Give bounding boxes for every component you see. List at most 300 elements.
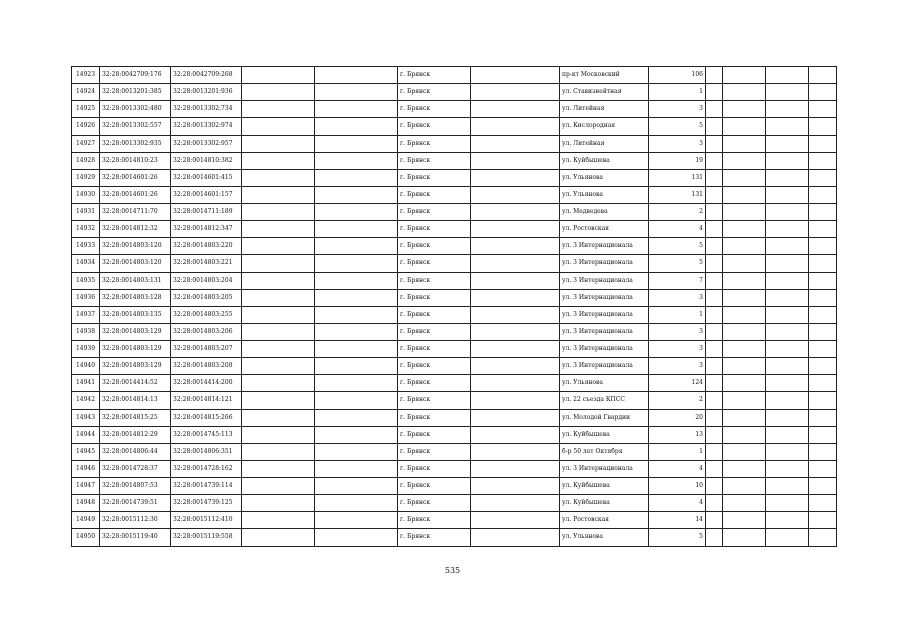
empty-cell	[471, 152, 560, 169]
house-number: 1	[649, 84, 706, 101]
city-cell: г. Брянск	[398, 341, 471, 358]
row-number: 14929	[72, 169, 100, 186]
house-number: 3	[649, 323, 706, 340]
street-cell: ул. 3 Интернационала	[560, 255, 649, 272]
table-row	[72, 341, 837, 358]
table-row	[72, 221, 837, 238]
empty-cell	[471, 443, 560, 460]
house-number: 7	[649, 272, 706, 289]
empty-cell	[723, 375, 766, 392]
empty-cell	[766, 323, 809, 340]
table-row	[72, 135, 837, 152]
cadastral-new: 32:28:0014803:221	[171, 255, 242, 272]
city-cell: г. Брянск	[398, 101, 471, 118]
empty-cell	[723, 238, 766, 255]
empty-cell	[706, 323, 723, 340]
page-number: 535	[444, 566, 461, 575]
row-number: 14949	[72, 512, 100, 529]
empty-cell	[242, 392, 315, 409]
empty-cell	[723, 186, 766, 203]
empty-cell	[471, 426, 560, 443]
table-row	[72, 426, 837, 443]
table-row	[72, 358, 837, 375]
table-row	[72, 495, 837, 512]
empty-cell	[809, 341, 837, 358]
city-cell: г. Брянск	[398, 306, 471, 323]
table-row	[72, 186, 837, 203]
empty-cell	[471, 306, 560, 323]
cadastral-new: 32:28:0014803:207	[171, 341, 242, 358]
empty-cell	[315, 289, 398, 306]
empty-cell	[706, 67, 723, 84]
empty-cell	[809, 478, 837, 495]
empty-cell	[723, 101, 766, 118]
empty-cell	[723, 529, 766, 546]
empty-cell	[723, 272, 766, 289]
empty-cell	[766, 341, 809, 358]
cadastral-old: 32:28:0014739:51	[100, 495, 171, 512]
city-cell: г. Брянск	[398, 323, 471, 340]
cadastral-new: 32:28:0014812:347	[171, 221, 242, 238]
row-number: 14943	[72, 409, 100, 426]
empty-cell	[315, 409, 398, 426]
empty-cell	[809, 460, 837, 477]
row-number: 14941	[72, 375, 100, 392]
city-cell: г. Брянск	[398, 409, 471, 426]
row-number: 14931	[72, 204, 100, 221]
empty-cell	[315, 255, 398, 272]
street-cell: ул. 3 Интернационала	[560, 306, 649, 323]
cadastral-new: 32:28:0013302:957	[171, 135, 242, 152]
empty-cell	[766, 101, 809, 118]
street-cell: ул. 3 Интернационала	[560, 341, 649, 358]
cadastral-new: 32:28:0014745:113	[171, 426, 242, 443]
empty-cell	[242, 341, 315, 358]
street-cell: ул. Молодой Гвардии	[560, 409, 649, 426]
city-cell: г. Брянск	[398, 426, 471, 443]
city-cell: г. Брянск	[398, 238, 471, 255]
cadastral-old: 32:28:0014803:129	[100, 341, 171, 358]
city-cell: г. Брянск	[398, 118, 471, 135]
cadastral-new: 32:28:0013302:734	[171, 101, 242, 118]
empty-cell	[315, 135, 398, 152]
empty-cell	[706, 169, 723, 186]
empty-cell	[766, 204, 809, 221]
empty-cell	[723, 443, 766, 460]
empty-cell	[809, 323, 837, 340]
empty-cell	[242, 460, 315, 477]
table-row	[72, 118, 837, 135]
cadastral-new: 32:28:0014739:114	[171, 478, 242, 495]
street-cell: ул. Куйбышева	[560, 478, 649, 495]
cadastral-old: 32:28:0014812:32	[100, 221, 171, 238]
empty-cell	[723, 221, 766, 238]
empty-cell	[315, 169, 398, 186]
cadastral-old: 32:28:0013302:935	[100, 135, 171, 152]
empty-cell	[809, 186, 837, 203]
empty-cell	[242, 118, 315, 135]
house-number: 19	[649, 152, 706, 169]
empty-cell	[315, 84, 398, 101]
row-number: 14938	[72, 323, 100, 340]
empty-cell	[706, 152, 723, 169]
cadastral-old: 32:28:0014728:37	[100, 460, 171, 477]
street-cell: ул. Куйбышева	[560, 495, 649, 512]
empty-cell	[723, 323, 766, 340]
empty-cell	[809, 204, 837, 221]
empty-cell	[471, 135, 560, 152]
empty-cell	[809, 306, 837, 323]
empty-cell	[471, 221, 560, 238]
cadastral-old: 32:28:0014815:25	[100, 409, 171, 426]
empty-cell	[315, 67, 398, 84]
table-row	[72, 512, 837, 529]
house-number: 131	[649, 169, 706, 186]
empty-cell	[242, 169, 315, 186]
cadastral-old: 32:28:0014803:129	[100, 323, 171, 340]
house-number: 4	[649, 495, 706, 512]
row-number: 14934	[72, 255, 100, 272]
street-cell: ул. Литейная	[560, 135, 649, 152]
table-row	[72, 409, 837, 426]
empty-cell	[242, 272, 315, 289]
cadastral-new: 32:28:0014803:255	[171, 306, 242, 323]
cadastral-new: 32:28:0015112:410	[171, 512, 242, 529]
empty-cell	[471, 84, 560, 101]
empty-cell	[706, 495, 723, 512]
empty-cell	[242, 255, 315, 272]
empty-cell	[242, 101, 315, 118]
street-cell: ул. Ставизнейтная	[560, 84, 649, 101]
street-cell: ул. Литейная	[560, 101, 649, 118]
empty-cell	[471, 529, 560, 546]
empty-cell	[471, 289, 560, 306]
cadastral-new: 32:28:0014803:208	[171, 358, 242, 375]
table-row	[72, 255, 837, 272]
city-cell: г. Брянск	[398, 67, 471, 84]
empty-cell	[315, 101, 398, 118]
house-number: 14	[649, 512, 706, 529]
empty-cell	[706, 306, 723, 323]
empty-cell	[315, 272, 398, 289]
empty-cell	[809, 512, 837, 529]
empty-cell	[471, 255, 560, 272]
cadastral-old: 32:28:0014812:29	[100, 426, 171, 443]
cadastral-old: 32:28:0013302:557	[100, 118, 171, 135]
empty-cell	[315, 118, 398, 135]
cadastral-old: 32:28:0014806:44	[100, 443, 171, 460]
cadastral-old: 32:28:0042709:176	[100, 67, 171, 84]
empty-cell	[471, 204, 560, 221]
empty-cell	[723, 426, 766, 443]
street-cell: ул. 3 Интернационала	[560, 238, 649, 255]
cadastral-new: 32:28:0014803:204	[171, 272, 242, 289]
street-cell: ул. 3 Интернационала	[560, 358, 649, 375]
empty-cell	[315, 358, 398, 375]
table-row	[72, 169, 837, 186]
row-number: 14926	[72, 118, 100, 135]
cadastral-old: 32:28:0014601:26	[100, 169, 171, 186]
city-cell: г. Брянск	[398, 221, 471, 238]
house-number: 5	[649, 529, 706, 546]
empty-cell	[766, 443, 809, 460]
row-number: 14933	[72, 238, 100, 255]
table-row	[72, 101, 837, 118]
empty-cell	[706, 529, 723, 546]
table-row	[72, 306, 837, 323]
empty-cell	[706, 272, 723, 289]
empty-cell	[706, 204, 723, 221]
cadastral-new: 32:28:0014803:206	[171, 323, 242, 340]
street-cell: ул. 3 Интернационала	[560, 289, 649, 306]
house-number: 3	[649, 135, 706, 152]
empty-cell	[706, 478, 723, 495]
empty-cell	[315, 204, 398, 221]
empty-cell	[766, 478, 809, 495]
table-row	[72, 375, 837, 392]
row-number: 14945	[72, 443, 100, 460]
empty-cell	[315, 495, 398, 512]
empty-cell	[723, 478, 766, 495]
house-number: 5	[649, 238, 706, 255]
city-cell: г. Брянск	[398, 135, 471, 152]
empty-cell	[723, 409, 766, 426]
table-row	[72, 272, 837, 289]
house-number: 124	[649, 375, 706, 392]
street-cell: ул. Ульянова	[560, 375, 649, 392]
empty-cell	[809, 392, 837, 409]
cadastral-new: 32:28:0013302:974	[171, 118, 242, 135]
table-row	[72, 323, 837, 340]
empty-cell	[766, 426, 809, 443]
cadastral-old: 32:28:0013302:480	[100, 101, 171, 118]
house-number: 20	[649, 409, 706, 426]
empty-cell	[766, 512, 809, 529]
empty-cell	[242, 358, 315, 375]
empty-cell	[315, 221, 398, 238]
empty-cell	[723, 512, 766, 529]
empty-cell	[766, 186, 809, 203]
empty-cell	[766, 460, 809, 477]
empty-cell	[766, 238, 809, 255]
empty-cell	[809, 529, 837, 546]
empty-cell	[242, 512, 315, 529]
row-number: 14925	[72, 101, 100, 118]
empty-cell	[766, 255, 809, 272]
row-number: 14950	[72, 529, 100, 546]
empty-cell	[723, 118, 766, 135]
street-cell: ул. Ульянова	[560, 169, 649, 186]
city-cell: г. Брянск	[398, 84, 471, 101]
empty-cell	[766, 118, 809, 135]
empty-cell	[809, 135, 837, 152]
empty-cell	[723, 255, 766, 272]
street-cell: ул. 22 съезда КПСС	[560, 392, 649, 409]
empty-cell	[242, 323, 315, 340]
empty-cell	[315, 238, 398, 255]
empty-cell	[723, 169, 766, 186]
empty-cell	[242, 84, 315, 101]
row-number: 14940	[72, 358, 100, 375]
empty-cell	[242, 495, 315, 512]
street-cell: ул. Кислородная	[560, 118, 649, 135]
cadastral-old: 32:28:0014803:120	[100, 238, 171, 255]
table-row	[72, 478, 837, 495]
row-number: 14935	[72, 272, 100, 289]
empty-cell	[315, 186, 398, 203]
table-row	[72, 238, 837, 255]
empty-cell	[766, 495, 809, 512]
table-row	[72, 529, 837, 546]
empty-cell	[242, 204, 315, 221]
house-number: 5	[649, 255, 706, 272]
empty-cell	[766, 529, 809, 546]
house-number: 1	[649, 443, 706, 460]
cadastral-new: 32:28:0014803:220	[171, 238, 242, 255]
empty-cell	[315, 323, 398, 340]
cadastral-old: 32:28:0014803:120	[100, 255, 171, 272]
house-number: 1	[649, 306, 706, 323]
cadastral-old: 32:28:0015112:30	[100, 512, 171, 529]
empty-cell	[471, 186, 560, 203]
city-cell: г. Брянск	[398, 392, 471, 409]
cadastral-old: 32:28:0013201:385	[100, 84, 171, 101]
empty-cell	[242, 529, 315, 546]
empty-cell	[723, 460, 766, 477]
street-cell: пр-кт Московский	[560, 67, 649, 84]
empty-cell	[242, 238, 315, 255]
empty-cell	[766, 84, 809, 101]
street-cell: ул. Ростовская	[560, 221, 649, 238]
cadastral-new: 32:28:0014711:189	[171, 204, 242, 221]
house-number: 4	[649, 221, 706, 238]
house-number: 106	[649, 67, 706, 84]
empty-cell	[242, 221, 315, 238]
empty-cell	[723, 392, 766, 409]
cadastral-new: 32:28:0015119:558	[171, 529, 242, 546]
cadastral-new: 32:28:0014814:121	[171, 392, 242, 409]
empty-cell	[242, 152, 315, 169]
cadastral-old: 32:28:0014803:131	[100, 272, 171, 289]
cadastral-new: 32:28:0013201:936	[171, 84, 242, 101]
row-number: 14937	[72, 306, 100, 323]
empty-cell	[766, 306, 809, 323]
empty-cell	[766, 409, 809, 426]
table-row	[72, 460, 837, 477]
cadastral-new: 32:28:0014806:351	[171, 443, 242, 460]
empty-cell	[766, 67, 809, 84]
city-cell: г. Брянск	[398, 169, 471, 186]
empty-cell	[242, 289, 315, 306]
empty-cell	[471, 512, 560, 529]
row-number: 14939	[72, 341, 100, 358]
row-number: 14948	[72, 495, 100, 512]
empty-cell	[242, 306, 315, 323]
city-cell: г. Брянск	[398, 512, 471, 529]
city-cell: г. Брянск	[398, 495, 471, 512]
city-cell: г. Брянск	[398, 529, 471, 546]
empty-cell	[706, 238, 723, 255]
empty-cell	[723, 306, 766, 323]
cadastral-new: 32:28:0014815:266	[171, 409, 242, 426]
empty-cell	[809, 67, 837, 84]
street-cell: б-р 50 лет Октября	[560, 443, 649, 460]
street-cell: ул. Куйбышева	[560, 426, 649, 443]
empty-cell	[315, 443, 398, 460]
empty-cell	[242, 375, 315, 392]
empty-cell	[766, 392, 809, 409]
cadastral-old: 32:28:0014414:52	[100, 375, 171, 392]
city-cell: г. Брянск	[398, 255, 471, 272]
empty-cell	[706, 409, 723, 426]
empty-cell	[766, 272, 809, 289]
empty-cell	[766, 135, 809, 152]
empty-cell	[471, 323, 560, 340]
empty-cell	[809, 358, 837, 375]
row-number: 14947	[72, 478, 100, 495]
empty-cell	[242, 186, 315, 203]
empty-cell	[471, 409, 560, 426]
empty-cell	[706, 426, 723, 443]
empty-cell	[471, 392, 560, 409]
table-row	[72, 67, 837, 84]
cadastral-new: 32:28:0014728:162	[171, 460, 242, 477]
house-number: 13	[649, 426, 706, 443]
table-row	[72, 204, 837, 221]
street-cell: ул. Ростовская	[560, 512, 649, 529]
empty-cell	[471, 495, 560, 512]
empty-cell	[315, 392, 398, 409]
cadastral-old: 32:28:0014810:23	[100, 152, 171, 169]
empty-cell	[809, 409, 837, 426]
empty-cell	[809, 255, 837, 272]
row-number: 14927	[72, 135, 100, 152]
city-cell: г. Брянск	[398, 152, 471, 169]
empty-cell	[706, 101, 723, 118]
empty-cell	[809, 289, 837, 306]
cadastral-new: 32:28:0014414:200	[171, 375, 242, 392]
empty-cell	[706, 512, 723, 529]
row-number: 14936	[72, 289, 100, 306]
empty-cell	[723, 135, 766, 152]
cadastral-new: 32:28:0014803:205	[171, 289, 242, 306]
cadastral-new: 32:28:0042709:268	[171, 67, 242, 84]
cadastral-old: 32:28:0014711:70	[100, 204, 171, 221]
empty-cell	[315, 306, 398, 323]
empty-cell	[242, 409, 315, 426]
empty-cell	[706, 460, 723, 477]
empty-cell	[766, 358, 809, 375]
empty-cell	[809, 272, 837, 289]
empty-cell	[809, 152, 837, 169]
house-number: 2	[649, 392, 706, 409]
empty-cell	[315, 341, 398, 358]
empty-cell	[315, 426, 398, 443]
street-cell: ул. Ульянова	[560, 186, 649, 203]
house-number: 3	[649, 358, 706, 375]
empty-cell	[723, 204, 766, 221]
empty-cell	[471, 169, 560, 186]
cadastral-new: 32:28:0014810:382	[171, 152, 242, 169]
empty-cell	[471, 358, 560, 375]
empty-cell	[471, 67, 560, 84]
empty-cell	[471, 460, 560, 477]
empty-cell	[809, 238, 837, 255]
cadastral-old: 32:28:0014807:53	[100, 478, 171, 495]
table-row	[72, 289, 837, 306]
empty-cell	[809, 101, 837, 118]
empty-cell	[766, 375, 809, 392]
